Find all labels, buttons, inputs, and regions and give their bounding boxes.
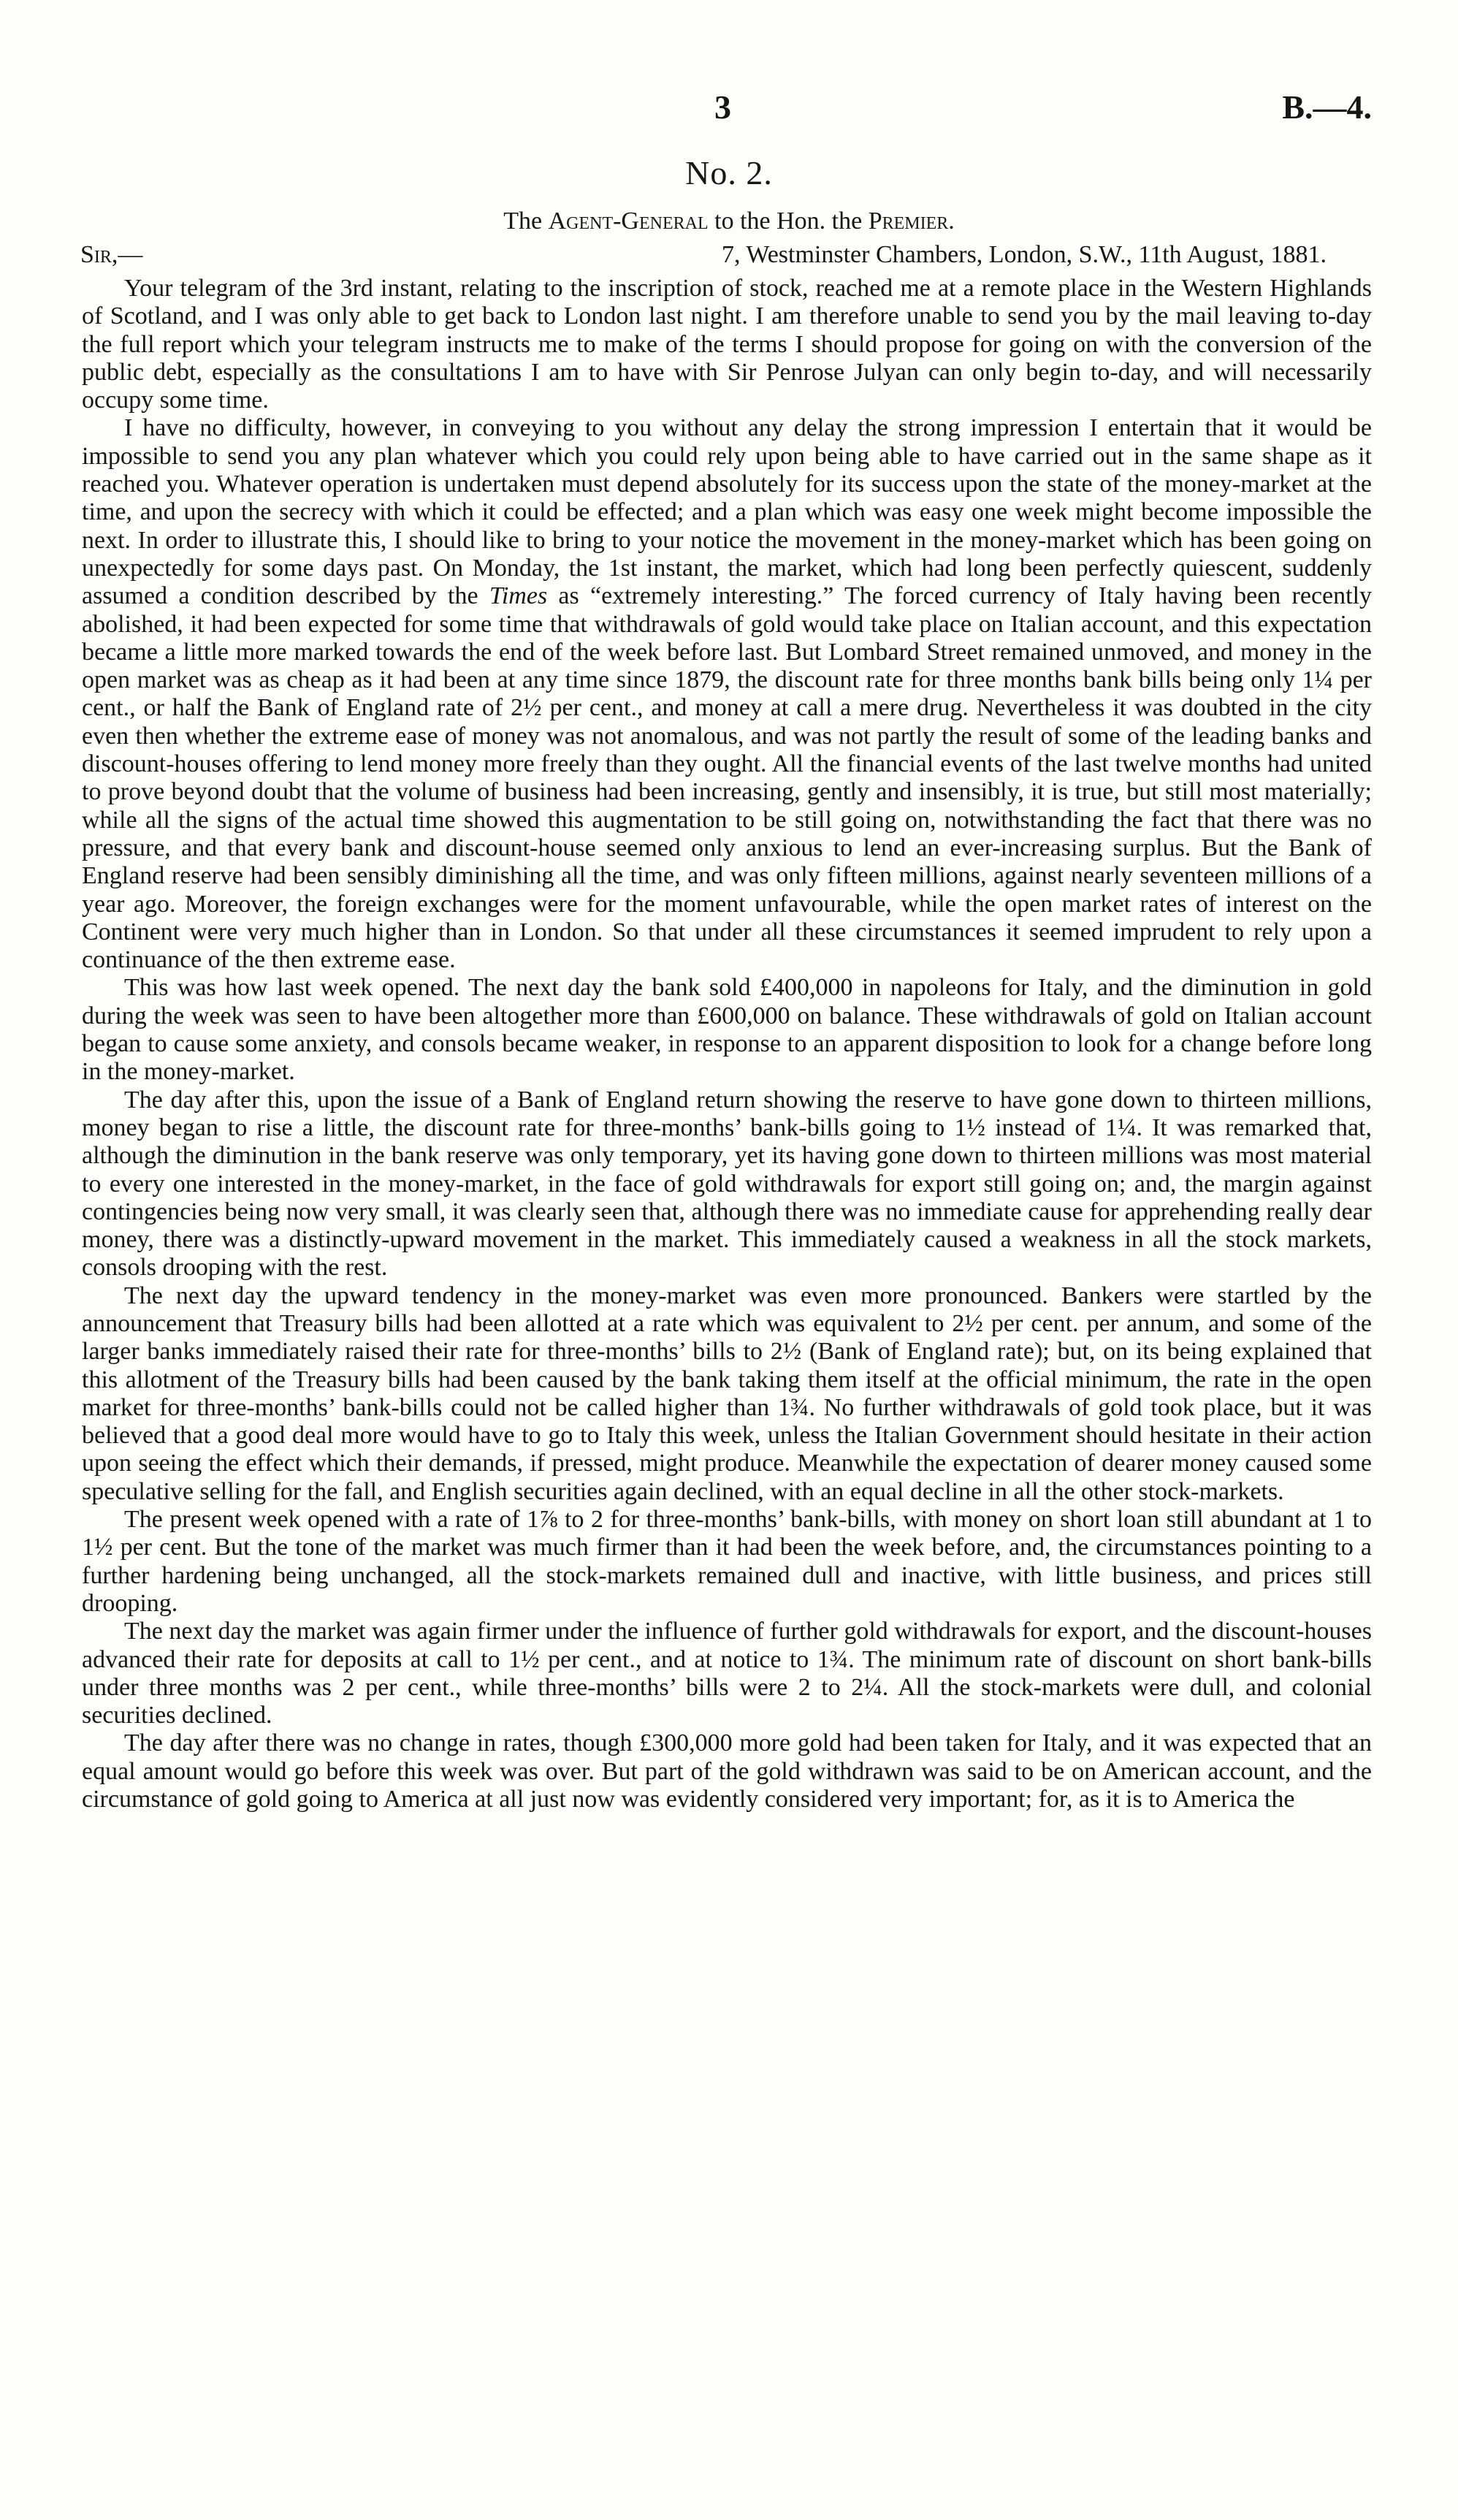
addressee-line (0, 208, 1458, 235)
addressee-middle: to the Hon. the (714, 208, 863, 235)
paragraph: The next day the upward tendency in the money-market was even more pronounced. Bankers were startled by the announcement that Treasury bills had been allotted at a rate which was equivalent to 2½ per cent. per annum, and some of the larger banks immediately raised their rate for three-months’ bills to 2½ (Bank of England rate); but, on its being explained that this allotment of the Treasury bills had been caused by the bank taking them itself at the official minimum, the rate in the open market for three-months’ bank-bills could not be called higher than 1¾. No further withdrawals of gold took place, but it was believed that a good deal more would have to go to Italy this week, unless the Italian Government should hesitate in their action upon seeing the effect which their demands, if pressed, might produce. Meanwhile the expectation of dearer money caused some speculative selling for the fall, and English securities again declined, with an equal decline in all the other stock-markets. (82, 1282, 1372, 1505)
place-and-date: 7, Westminster Chambers, London, S.W., 11th August, 1881. (721, 241, 1327, 268)
paragraph: The present week opened with a rate of 1⅞ to 2 for three-months’ bank-bills, with money on short loan still abundant at 1 to 1½ per cent. But the tone of the market was much firmer than it had been the week before, and, the circumstances pointing to a further hardening being unchanged, all the stock-markets remained dull and inactive, with little business, and prices still drooping. (82, 1506, 1372, 1617)
paragraph: The next day the market was again firmer under the influence of further gold withdrawals for export, and the discount-houses advanced their rate for deposits at call to 1½ per cent., and at notice to 1¾. The minimum rate of discount on short bank-bills under three months was 2 per cent., while three-months’ bills were 2 to 2¼. All the stock-markets were dull, and colonial securities declined. (82, 1618, 1372, 1729)
newspaper-title: Times (489, 582, 548, 610)
paragraph (82, 414, 1372, 974)
salutation: Sir,— (80, 241, 143, 268)
dateline (80, 241, 1373, 275)
paragraph-text: I have no difficulty, however, in conveying to you without any delay the strong impression I entertain that it would be impossible to send you any plan whatever which you could rely upon being able to have carried out in the same shape as it reached you. Whatever operation is undertaken must depend absolutely for its success upon the state of the money-market at the time, and upon the secrecy with which it could be effected; and a plan which was easy one week might become impossible the next. In order to illustrate this, I should like to bring to your notice the movement in the money-market which has been going on unexpectedly for some days past. On Monday, the 1st instant, the market, which had long been perfectly quiescent, suddenly assumed a condition described by the (82, 414, 1372, 610)
paragraph: The day after there was no change in rates, though £300,000 more gold had been taken for Italy, and it was expected that an equal amount would go before this week was over. But part of the gold withdrawn was said to be on American account, and the circumstance of gold going to America at all just now was evidently considered very important; for, as it is to America the (82, 1729, 1372, 1813)
addressee-recipient: Premier. (868, 208, 955, 235)
letter-body (82, 275, 1372, 1813)
document-number: No. 2. (685, 154, 773, 191)
page-number: 3 (714, 88, 731, 126)
paragraph-text: as “extremely interesting.” The forced currency of Italy having been recently abolished, it had been expected for some time that withdrawals of gold would take place on Italian account, and this expectation became a little more marked towards the end of the week before last. But Lombard Street remained unmoved, and money in the open market was as cheap as it had been at any time since 1879, the discount rate for three months bank bills being only 1¼ per cent., or half the Bank of England rate of 2½ per cent., and money at call a mere drug. Nevertheless it was doubted in the city even then whether the extreme ease of money was not anomalous, and was not partly the result of some of the leading banks and discount-houses offering to lend money more freely than they ought. All the financial events of the last twelve months had united to prove beyond doubt that the volume of business had been increasing, gently and insensibly, it is true, but still most materially; while all the signs of the actual time showed this augmentation to be still going on, notwithstanding the fact that there was no pressure, and that every bank and discount-house seemed only anxious to lend an ever-increasing surplus. But the Bank of England reserve had been sensibly diminishing all the time, and was only fifteen millions, against nearly seventeen millions of a year ago. Moreover, the foreign exchanges were for the moment unfavourable, while the open market rates of interest on the Continent were very much higher than in London. So that under all these circumstances it seemed imprudent to rely upon a continuance of the then extreme ease. (82, 582, 1373, 974)
addressee-article: The (503, 208, 543, 235)
page-header (0, 88, 1458, 139)
paragraph: This was how last week opened. The next day the bank sold £400,000 in napoleons for Italy, and the diminution in gold during the week was seen to have been altogether more than £600,000 on balance. These withdrawals of gold on Italian account began to cause some anxiety, and consols became weaker, in response to an apparent disposition to look for a change before long in the money-market. (82, 974, 1372, 1086)
paragraph: Your telegram of the 3rd instant, relating to the inscription of stock, reached me at a remote place in the Western Highlands of Scotland, and I was only able to get back to London last night. I am therefore unable to send you by the mail leaving to-day the full report which your telegram instructs me to make of the terms I should propose for going on with the conversion of the public debt, especially as the consultations I am to have with Sir Penrose Julyan can only begin to-day, and will necessarily occupy some time. (82, 275, 1372, 414)
addressee-sender: Agent-General (548, 208, 709, 235)
series-reference: B.—4. (1282, 88, 1372, 126)
paragraph: The day after this, upon the issue of a Bank of England return showing the reserve to have gone down to thirteen millions, money began to rise a little, the discount rate for three-months’ bank-bills going to 1½ instead of 1¼. It was remarked that, although the diminution in the bank reserve was only temporary, yet its having gone down to thirteen millions was most material to every one interested in the money-market, in the face of gold withdrawals for export still going on; and, the margin against contingencies being now very small, it was clearly seen that, although there was no immediate cause for apprehending really dear money, there was a distinctly-upward movement in the market. This immediately caused a weakness in all the stock markets, consols drooping with the rest. (82, 1086, 1372, 1282)
